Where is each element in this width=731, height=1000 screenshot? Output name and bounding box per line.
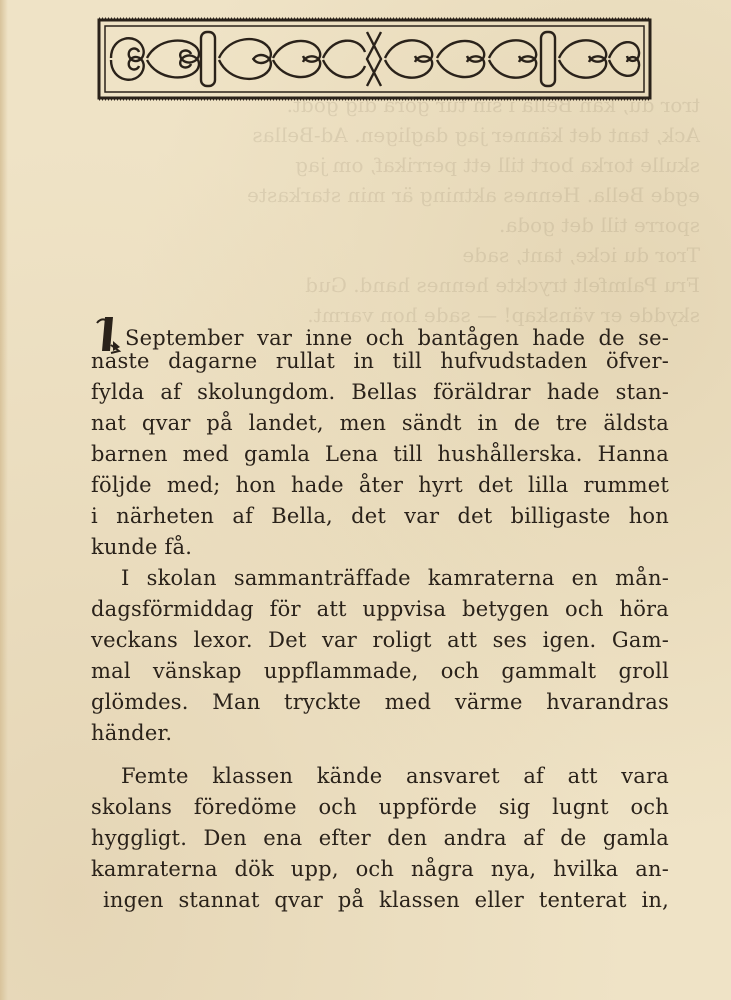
text-line: hyggligt. Den ena efter den andra af de gamla (91, 826, 669, 850)
body-text (91, 315, 669, 916)
text-line: barnen med gamla Lena till hushållerska. Hanna (91, 442, 669, 466)
text-line: glömdes. Man tryckte med värme hvarandras (91, 690, 669, 714)
paragraph-gap (91, 749, 669, 761)
bleed-through-text: tror du, kan Bella i sin tur göra dig godt. Ack, tant det känner jag dagligen. Ad-Bellas skulle torka bort till ett perrikaf, om jag egde Bella. Hennes aktning är min starkaste sporre till det goda. Tror du icke, tant, sade Fru Palmfelt tryckte hennes hand. Gud skydde er vänskap! — sade hon varmt. (247, 93, 700, 327)
text-line: skolans föredöme och uppförde sig lugnt och (91, 795, 669, 819)
decorative-header-border (97, 18, 652, 100)
text-line: följde med; hon hade åter hyrt det lilla rummet (91, 473, 669, 497)
text-line: I skolan sammanträffade kamraterna en mån- (121, 566, 669, 590)
page-edge-shadow (0, 0, 8, 1000)
text-line: naste dagarne rullat in till hufvudstaden öfver- (91, 349, 669, 373)
text-line: ingen stannat qvar på klassen eller tenterat in, (103, 888, 669, 912)
text-line: dagsförmiddag för att uppvisa betygen och höra (91, 597, 669, 621)
text-line-content: September var inne och bantågen hade de se- (125, 326, 669, 350)
text-line: nat qvar på landet, men sändt in de tre äldsta (91, 411, 669, 435)
text-line: fylda af skolungdom. Bellas föräldrar hade stan- (91, 380, 669, 404)
text-line (91, 315, 669, 350)
text-line: mal vänskap uppflammade, och gammalt groll (91, 659, 669, 683)
text-line: veckans lexor. Det var roligt att ses igen. Gam- (91, 628, 669, 652)
text-line: kunde få. (91, 535, 193, 559)
text-line: händer. (91, 721, 173, 745)
text-line: Femte klassen kände ansvaret af att vara (121, 764, 669, 788)
text-line: i närheten af Bella, det var det billigaste hon (91, 504, 669, 528)
text-line: kamraterna dök upp, och några nya, hvilka an- (91, 857, 669, 881)
